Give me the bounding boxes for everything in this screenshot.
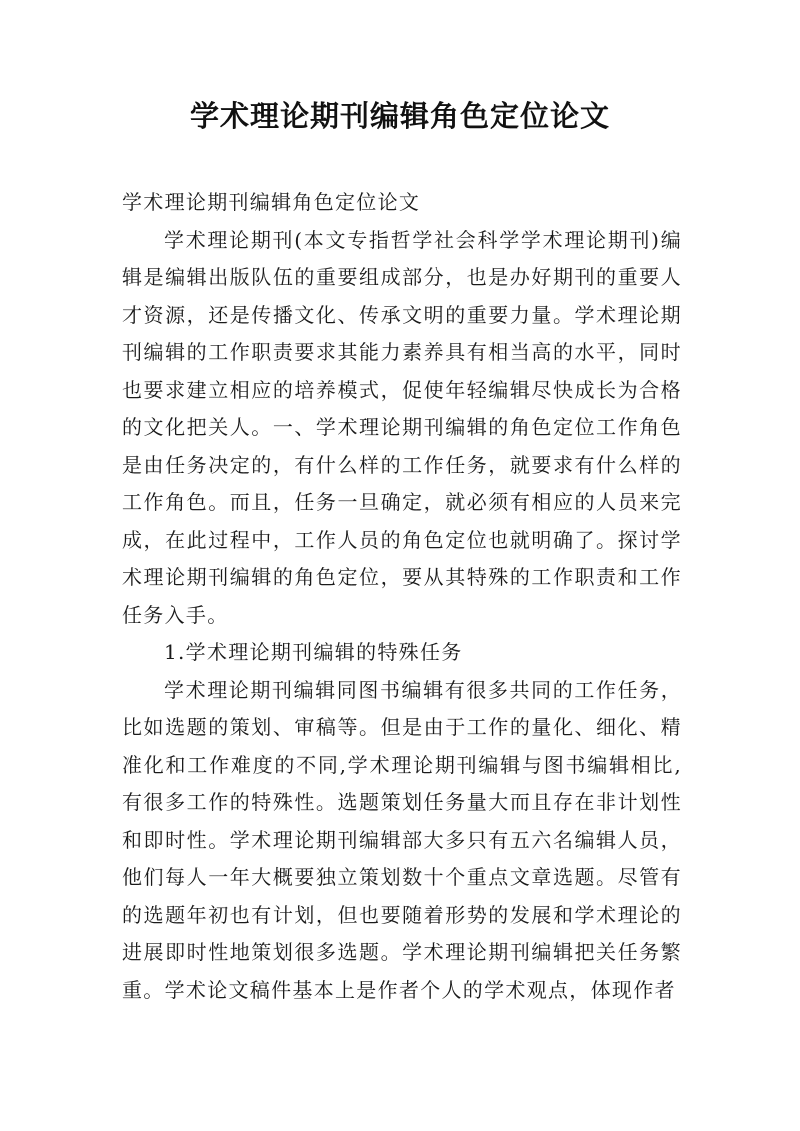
document-title: 学术理论期刊编辑角色定位论文 xyxy=(189,99,610,133)
paragraph-special-tasks: 学术理论期刊编辑同图书编辑有很多共同的工作任务，比如选题的策划、审稿等。但是由于工作的量化、细化、精准化和工作难度的不同,学术理论期刊编辑与图书编辑相比,有很多工作的特殊性。选题策划任务量大而且存在非计划性和即时性。学术理论期刊编辑部大多只有五六名编辑人员，他们每人一年大概要独立策划数十个重点文章选题。尽管有的选题年初也有计划，但也要随着形势的发展和学术理论的进展即时性地策划很多选题。学术理论期刊编辑把关任务繁重。学术论文稿件基本上是作者个人的学术观点，体现作者 xyxy=(122,677,682,1002)
document-body xyxy=(122,184,682,1009)
document-subtitle: 学术理论期刊编辑角色定位论文 xyxy=(122,190,421,214)
paragraph-intro: 学术理论期刊(本文专指哲学社会科学学术理论期刊)编辑是编辑出版队伍的重要组成部分，也是办好期刊的重要人才资源，还是传播文化、传承文明的重要力量。学术理论期刊编辑的工作职责要求其能力素养具有相当高的水平，同时也要求建立相应的培养模式，促使年轻编辑尽快成长为合格的文化把关人。一、学术理论期刊编辑的角色定位工作角色是由任务决定的，有什么样的工作任务，就要求有什么样的工作角色。而且，任务一旦确定，就必须有相应的人员来完成，在此过程中，工作人员的角色定位也就明确了。探讨学术理论期刊编辑的角色定位，要从其特殊的工作职责和工作任务入手。 xyxy=(122,227,682,627)
section-heading: 1.学术理论期刊编辑的特殊任务 xyxy=(164,640,463,664)
